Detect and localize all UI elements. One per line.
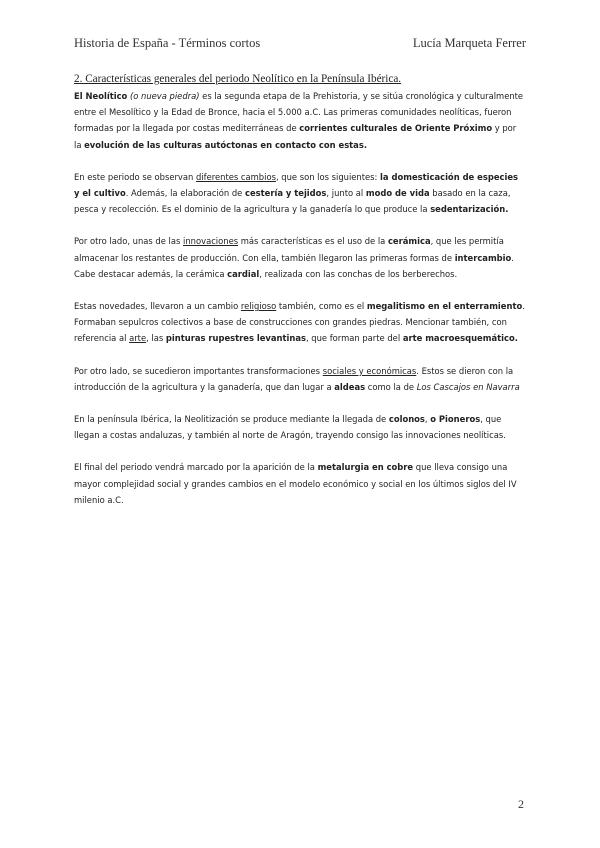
paragraph xyxy=(74,233,526,282)
paragraph xyxy=(74,411,526,443)
text-run: como la de xyxy=(365,381,417,392)
paragraph xyxy=(74,298,526,347)
text-run: En la península Ibérica, la Neolitización se produce mediante la llegada de xyxy=(74,414,389,425)
text-run: , las xyxy=(146,333,166,344)
paragraph xyxy=(74,363,526,395)
bold-text: corrientes culturales de Oriente Próximo xyxy=(299,123,493,134)
header-author-name: Lucía Marqueta Ferrer xyxy=(412,36,526,50)
text-run: , realizada con las conchas de los berberechos. xyxy=(259,268,458,279)
text-run: , que forman parte del xyxy=(305,333,403,344)
text-run: , que les permitía almacenar los restantes de producción. Con ella, también llegaron las primeras formas de xyxy=(74,236,504,263)
text-run: . Estos se dieron con la introducción de la agricultura y la ganadería, que dan lugar a xyxy=(74,365,514,392)
underlined-text: diferentes cambios xyxy=(195,171,276,182)
bold-text: evolución de las culturas autóctonas en contacto con estas. xyxy=(84,139,367,150)
bold-text: colonos xyxy=(388,414,425,425)
paragraph xyxy=(74,459,526,508)
header-course-title: Historia de España - Términos cortos xyxy=(74,36,261,50)
bold-text: arte macroesquemático. xyxy=(402,333,518,344)
underlined-text: religioso xyxy=(240,301,277,312)
paragraph xyxy=(74,88,526,153)
text-run: . Además, la elaboración de xyxy=(125,188,245,199)
bold-text: la domesticación de especies y el cultivo xyxy=(74,171,518,199)
underlined-text: sociales y económicas xyxy=(322,365,417,376)
bold-text: o Pioneros xyxy=(430,414,481,425)
italic-text: (o nueva piedra) xyxy=(129,91,200,101)
text-run: , xyxy=(424,414,431,425)
bold-text: cerámica xyxy=(387,236,431,247)
underlined-text: innovaciones xyxy=(183,236,239,247)
bold-text: El Neolítico xyxy=(74,91,128,101)
bold-text: sedentarización. xyxy=(430,204,509,215)
text-run: basado en la caza, pesca y recolección. Es el dominio de la agricultura y la ganadería lo que produce la xyxy=(74,188,511,215)
bold-text: pinturas rupestres levantinas xyxy=(165,333,306,344)
text-run: Por otro lado, se sucedieron importantes transformaciones xyxy=(74,365,323,376)
text-run: , que son los siguientes: xyxy=(275,171,381,182)
paragraph xyxy=(74,169,526,218)
text-run: En este periodo se observan xyxy=(74,171,196,182)
bold-text: megalitismo en el enterramiento xyxy=(366,301,523,312)
text-run: , junto al xyxy=(326,188,366,199)
text-run: Por otro lado, unas de las xyxy=(74,236,184,247)
text-run: , que llegan a costas andaluzas, y también al norte de Aragón, trayendo consigo las innovaciones neolíticas. xyxy=(74,414,506,441)
text-run: Estas novedades, llevaron a un cambio xyxy=(74,301,241,312)
text-run: más características es el uso de la xyxy=(238,236,388,247)
document-body xyxy=(74,72,526,524)
text-run: . Cabe destacar además, la cerámica xyxy=(74,252,514,279)
underlined-text: arte xyxy=(129,333,147,344)
text-run: El final del periodo vendrá marcado por la aparición de la xyxy=(74,462,318,473)
text-run: también, como es el xyxy=(276,301,367,312)
section-title: 2. Características generales del periodo Neolítico en la Península Ibérica. xyxy=(74,73,402,85)
bold-text: aldeas xyxy=(334,381,366,392)
text-run: . Formaban sepulcros colectivos a base de construcciones con grandes piedras. Mencionar también, con referencia al xyxy=(74,301,525,344)
bold-text: cestería y tejidos xyxy=(245,188,327,199)
text-run: que lleva consigo una mayor complejidad social y grandes cambios en el modelo económico y social en los últimos siglos del IV milenio a.C. xyxy=(74,462,517,505)
bold-text: metalurgia en cobre xyxy=(317,462,414,473)
bold-text: modo de vida xyxy=(365,188,430,199)
bold-text: cardial xyxy=(227,268,260,279)
bold-text: intercambio xyxy=(454,252,512,263)
text-run: es la segunda etapa de la Prehistoria, y se sitúa cronológica y culturalmente entre el Mesolítico y la Edad de Bronce, hacia el 5.000 a.C. Las primeras comunidades neolíticas, fueron formadas por la llegada por costas mediterráneas de xyxy=(74,91,524,134)
italic-text: Los Cascajos en Navarra xyxy=(416,381,520,392)
page-number: 2 xyxy=(518,797,524,811)
paragraph-list xyxy=(74,88,526,508)
text-run: y por la xyxy=(74,123,517,150)
